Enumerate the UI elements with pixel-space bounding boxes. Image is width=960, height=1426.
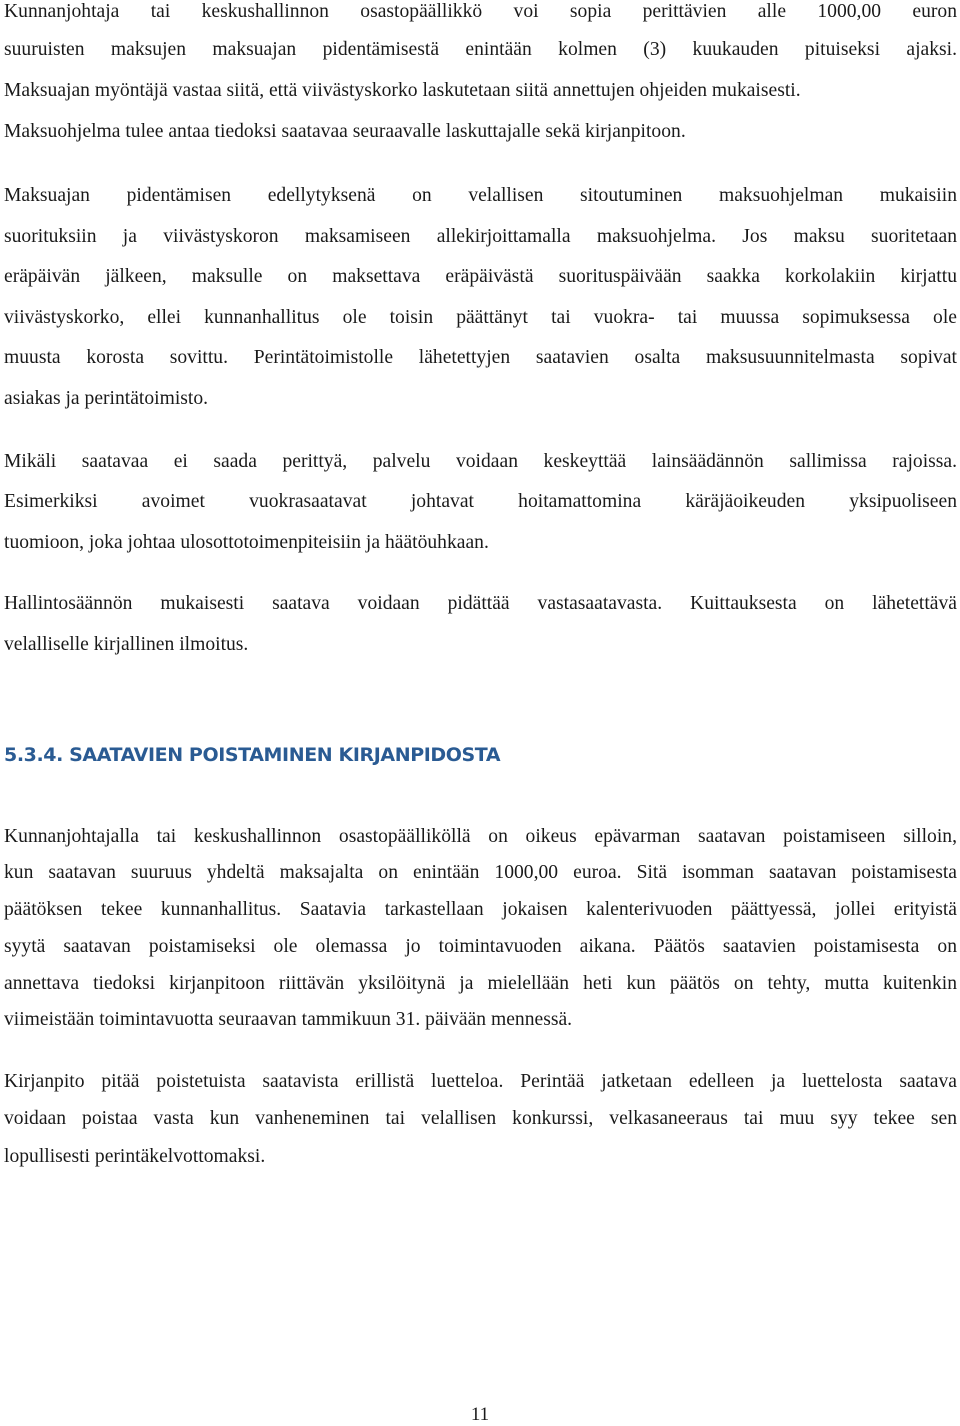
text-line: muusta korosta sovittu. Perintätoimistolle lähetettyjen saatavien osalta maksusuunnitelmasta sopivat bbox=[4, 347, 957, 368]
text-line: eräpäivän jälkeen, maksulle on maksettava eräpäivästä suorituspäivään saakka korkolakiin kirjattu bbox=[4, 266, 957, 287]
text-line: velalliselle kirjallinen ilmoitus. bbox=[4, 634, 249, 655]
text-line: tuomioon, joka johtaa ulosottotoimenpiteisiin ja häätöuhkaan. bbox=[4, 532, 489, 553]
text-line: päätöksen tekee kunnanhallitus. Saatavia tarkastellaan jokaisen kalenterivuoden päättyessä, jollei erityistä bbox=[4, 899, 957, 920]
text-line: Mikäli saatavaa ei saada perittyä, palvelu voidaan keskeyttää lainsäädännön sallimissa rajoissa. bbox=[4, 451, 957, 472]
text-line: Kunnanjohtaja tai keskushallinnon osastopäällikkö voi sopia perittävien alle 1000,00 euron bbox=[4, 1, 957, 22]
text-line: Esimerkiksi avoimet vuokrasaatavat johtavat hoitamattomina käräjäoikeuden yksipuoliseen bbox=[4, 491, 957, 512]
text-line: voidaan poistaa vasta kun vanheneminen tai velallisen konkurssi, velkasaneeraus tai muu syy tekee sen bbox=[4, 1108, 957, 1129]
text-line: lopullisesti perintäkelvottomaksi. bbox=[4, 1146, 266, 1167]
text-line: suorituksiin ja viivästyskoron maksamiseen allekirjoittamalla maksuohjelma. Jos maksu suoritetaan bbox=[4, 226, 957, 247]
text-line: Maksuohjelma tulee antaa tiedoksi saatavaa seuraavalle laskuttajalle sekä kirjanpitoon. bbox=[4, 121, 686, 142]
text-line: annettava tiedoksi kirjanpitoon riittävän yksilöitynä ja mielellään heti kun päätös on tehty, mutta kuitenkin bbox=[4, 973, 957, 994]
text-line: Kunnanjohtajalla tai keskushallinnon osastopäälliköllä on oikeus epävarman saatavan poistamiseen silloin, bbox=[4, 826, 957, 847]
text-line: Maksuajan myöntäjä vastaa siitä, että viivästyskorko laskutetaan siitä annettujen ohjeiden mukaisesti. bbox=[4, 80, 801, 101]
text-line: Hallintosäännön mukaisesti saatava voidaan pidättää vastasaatavasta. Kuittauksesta on lähetettävä bbox=[4, 593, 957, 614]
text-line: Maksuajan pidentämisen edellytyksenä on velallisen sitoutuminen maksuohjelman mukaisiin bbox=[4, 185, 957, 206]
page-number: 11 bbox=[470, 1404, 490, 1425]
text-line: kun saatavan suuruus yhdeltä maksajalta on enintään 1000,00 euroa. Sitä isomman saatavan poistamisesta bbox=[4, 862, 957, 883]
text-line: viivästyskorko, ellei kunnanhallitus ole toisin päättänyt tai vuokra- tai muussa sopimuksessa ole bbox=[4, 307, 957, 328]
text-line: Kirjanpito pitää poistetuista saatavista erillistä luetteloa. Perintää jatketaan edelleen ja luettelosta saatava bbox=[4, 1071, 957, 1092]
section-heading: 5.3.4. SAATAVIEN POISTAMINEN KIRJANPIDOSTA bbox=[4, 744, 501, 766]
text-line: syytä saatavan poistamiseksi ole olemassa jo toimintavuoden aikana. Päätös saatavien poistamisesta on bbox=[4, 936, 957, 957]
text-line: suuruisten maksujen maksuajan pidentämisestä enintään kolmen (3) kuukauden pituiseksi ajaksi. bbox=[4, 39, 957, 60]
text-line: asiakas ja perintätoimisto. bbox=[4, 388, 209, 409]
text-line: viimeistään toimintavuotta seuraavan tammikuun 31. päivään mennessä. bbox=[4, 1009, 573, 1030]
